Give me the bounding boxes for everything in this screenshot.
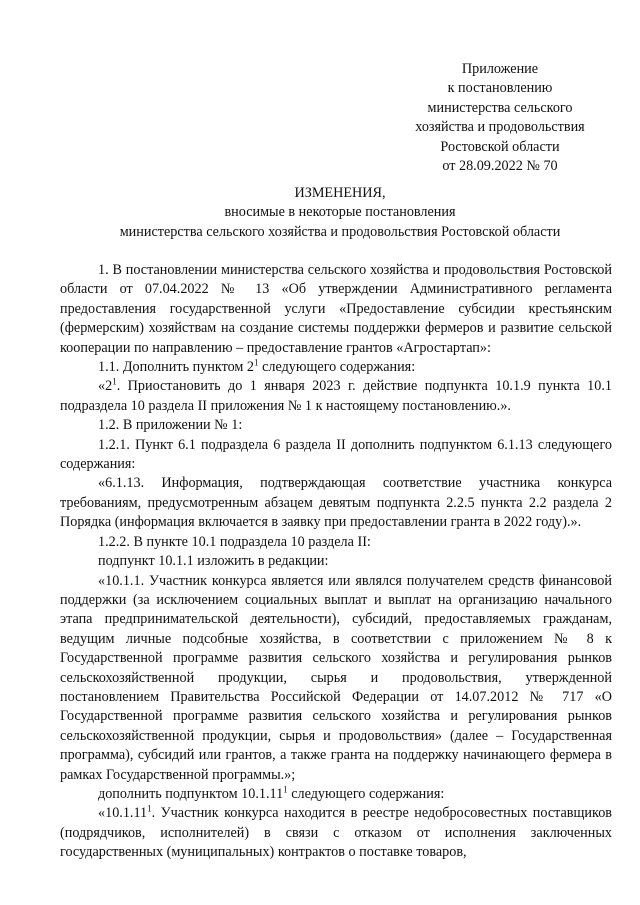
approval-line: министерства сельского (427, 99, 573, 116)
heading-subtitle: вносимые в некоторые постановления (224, 204, 456, 221)
paragraph-1-2-2: 1.2.2. В пункте 10.1 подраздела 10 раздела II: (98, 533, 371, 550)
paragraph-1-1: 1.1. Дополнить пунктом $2^1$ следующего содержания: (98, 357, 416, 376)
approval-line: Приложение (461, 61, 539, 77)
paragraph-10-1-11-1: «10.1.11$^1$. Участник конкурса находится в реестре недобросовестных поставщиков (подрядчиков, исполнителей) в связи с отказом от исполнения заключенных государственных (муниципальных) контрактов о поставке товаров, (60, 803, 612, 861)
document-title: ИЗМЕНЕНИЯ, (294, 185, 386, 201)
approval-line: хозяйства и продовольствия (415, 119, 585, 136)
approval-block (400, 60, 600, 176)
approval-line: к постановлению (447, 80, 553, 97)
paragraph-add-10-1-11: дополнить подпунктом 10.1.11$^1$ следующего содержания: (98, 784, 445, 802)
paragraph-subpoint-intro: подпункт 10.1.1 изложить в редакции: (98, 553, 329, 570)
paragraph-2-1-text: «$2^1$. Приостановить до 1 января 2023 г. действие подпункта 10.1.9 пункта 10.1 подраздела 10 раздела II приложения № 1 к настоящему постановлению.». (60, 376, 612, 414)
document-heading (60, 184, 620, 242)
paragraph-10-1-1: «10.1.1. Участник конкурса является или являлся получателем средств финансовой поддержки (за исключением социальных выплат и выплат на организацию начального этапа предпринимательской деятельности), субсидий, предоставляемых гражданам, ведущим личные подсобные хозяйства, в соответствии с приложением № 8 к Государственной программе развития сельского хозяйства и регулирования рынков сельскохозяйственной продукции, сырья и продовольствия, утвержденной постановлением Правительства Российской Федерации от 14.07.2012 № 717 «О Государственной программе развития сельского хозяйства и регулирования рынков сельскохозяйственной продукции, сырья и продовольствия» (далее – Государственная программа), субсидий или грантов, а также гранта на поддержку начинающего фермера в рамках Государственной программы.»; (60, 572, 612, 783)
heading-subtitle: министерства сельского хозяйства и продовольствия Ростовской области (119, 223, 561, 240)
document-body (60, 261, 612, 863)
approval-line: от 28.09.2022 № 70 (442, 158, 558, 175)
paragraph-1: 1. В постановлении министерства сельского хозяйства и продовольствия Ростовской области от 07.04.2022 № 13 «Об утверждении Административного регламента предоставления государственной услуги «Предоставление субсидии крестьянским (фермерским) хозяйствам на создание системы поддержки фермеров и развитие сельской кооперации по направлению – предоставление грантов «Агростартап»: (60, 262, 612, 356)
paragraph-6-1-13: «6.1.13. Информация, подтверждающая соответствие участника конкурса требованиям, предусмотренным абзацем девятым подпункта 2.2.5 пункта 2.2 раздела 2 Порядка (информация включается в заявку при предоставлении гранта в 2022 году).». (60, 475, 612, 531)
paragraph-1-2-1: 1.2.1. Пункт 6.1 подраздела 6 раздела II дополнить подпунктом 6.1.13 следующего содержания: (60, 436, 612, 473)
approval-line: Ростовской области (440, 138, 560, 155)
paragraph-1-2: 1.2. В приложении № 1: (98, 417, 243, 434)
